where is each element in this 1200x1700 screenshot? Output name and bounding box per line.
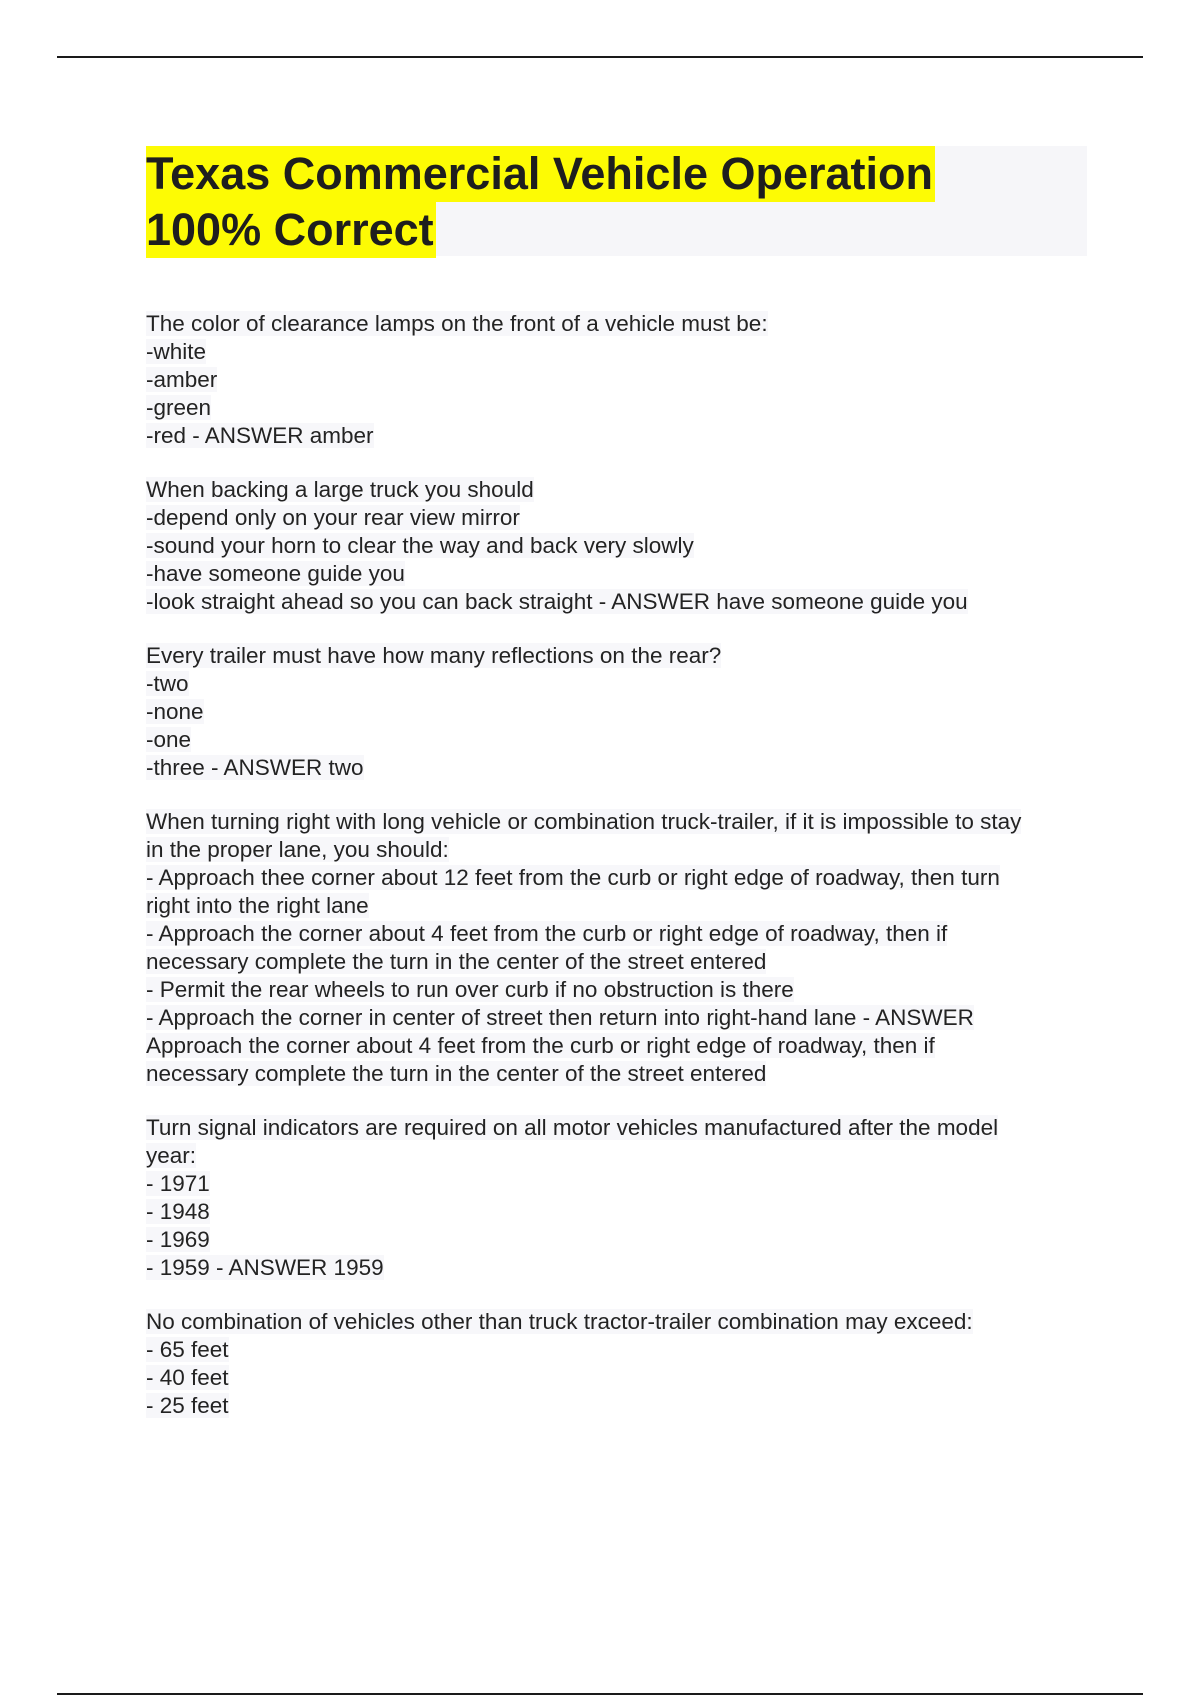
answer-option: - Permit the rear wheels to run over curb if no obstruction is there [146,977,794,1002]
answer-option: -one [146,727,192,752]
question-item [146,642,1106,782]
answer-option: -red - ANSWER amber [146,423,374,448]
answer-option: -two [146,671,189,696]
question-text: Every trailer must have how many reflections on the rear? [146,643,722,668]
answer-option: - 25 feet [146,1393,229,1418]
question-item [146,808,1106,1088]
question-text: When turning right with long vehicle or combination truck-trailer, if it is impossible to stay [146,809,1022,834]
title-line-1: Texas Commercial Vehicle Operation [146,146,935,202]
answer-option: -have someone guide you [146,561,405,586]
answer-option: necessary complete the turn in the center of the street entered [146,949,767,974]
answer-option: right into the right lane [146,893,369,918]
answer-option: - 65 feet [146,1337,229,1362]
answer-option: -depend only on your rear view mirror [146,505,520,530]
question-item [146,310,1106,450]
answer-option: - Approach thee corner about 12 feet from the curb or right edge of roadway, then turn [146,865,1000,890]
answer-option: Approach the corner about 4 feet from the curb or right edge of roadway, then if [146,1033,935,1058]
answer-option: - 1959 - ANSWER 1959 [146,1255,384,1280]
answer-option: - 40 feet [146,1365,229,1390]
question-text: Turn signal indicators are required on all motor vehicles manufactured after the model [146,1115,999,1140]
answer-option: - Approach the corner about 4 feet from the curb or right edge of roadway, then if [146,921,948,946]
answer-option: -look straight ahead so you can back straight - ANSWER have someone guide you [146,589,968,614]
question-item [146,1114,1106,1282]
question-item [146,1308,1106,1420]
question-text: When backing a large truck you should [146,477,534,502]
question-list [146,310,1106,1446]
document-title [146,146,1087,258]
answer-option: -none [146,699,204,724]
answer-option: - 1969 [146,1227,210,1252]
answer-option: -green [146,395,212,420]
question-text: year: [146,1143,197,1168]
answer-option: -sound your horn to clear the way and back very slowly [146,533,694,558]
question-text: No combination of vehicles other than truck tractor-trailer combination may exceed: [146,1309,973,1334]
header-rule [57,56,1143,58]
answer-option: -amber [146,367,218,392]
answer-option: - 1948 [146,1199,210,1224]
answer-option: necessary complete the turn in the center of the street entered [146,1061,767,1086]
answer-option: - 1971 [146,1171,210,1196]
footer-rule [57,1693,1143,1695]
question-item [146,476,1106,616]
title-line-2: 100% Correct [146,202,436,258]
title-block [146,146,1087,256]
answer-option: - Approach the corner in center of street then return into right-hand lane - ANSWER [146,1005,974,1030]
answer-option: -three - ANSWER two [146,755,364,780]
question-text: in the proper lane, you should: [146,837,449,862]
question-text: The color of clearance lamps on the front of a vehicle must be: [146,311,768,336]
answer-option: -white [146,339,207,364]
